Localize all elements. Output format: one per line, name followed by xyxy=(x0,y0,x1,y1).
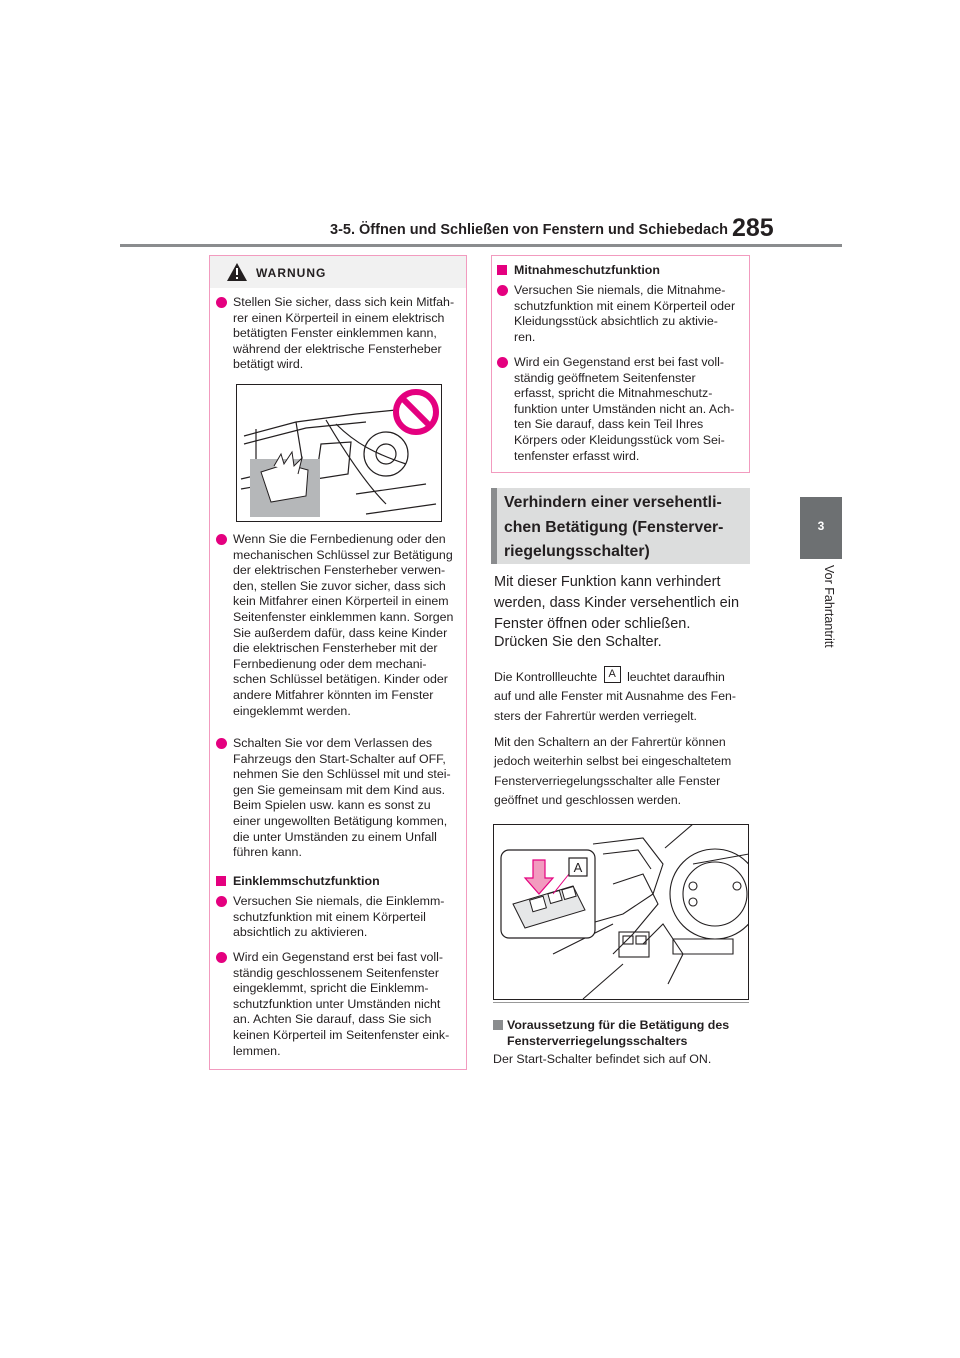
line: sters der Fahrertür werden verriegelt. xyxy=(494,708,697,723)
bullet-icon xyxy=(216,896,227,907)
page-number: 285 xyxy=(732,214,774,242)
title-line: chen Betätigung (Fensterver- xyxy=(504,518,724,536)
line: die unter Umständen zu einem Unfall xyxy=(233,829,437,844)
bullet-icon xyxy=(497,357,508,368)
line: eingeklemmt werden. xyxy=(233,703,351,718)
indicator-post: leuchtet daraufhin xyxy=(627,670,725,684)
line: Fenster öffnen oder schließen. xyxy=(494,616,691,632)
line: ren. xyxy=(514,329,536,344)
line: schutzfunktion mit einem Körperteil oder xyxy=(514,298,736,313)
line: Wird ein Gegenstand erst bei fast voll- xyxy=(514,355,725,369)
line: der elektrischen Fensterheber verwen- xyxy=(233,563,446,578)
header-rule xyxy=(120,244,842,247)
line: ständig geöffnetem Seitenfenster xyxy=(514,370,696,385)
line: Seitenfenster einklemmen kann. Sorgen xyxy=(233,609,454,624)
line: während der elektrische Fensterheber xyxy=(233,341,442,356)
line: keinen Körperteil im Seitenfenster eink- xyxy=(233,1027,450,1042)
line: Voraussetzung für die Betätigung des xyxy=(507,1018,730,1032)
line: werden, dass Kinder versehentlich ein xyxy=(494,595,740,611)
line: Schalten Sie vor dem Verlassen des xyxy=(233,736,433,750)
line: kein Mitfahrer einen Körperteil in einem xyxy=(233,594,449,609)
line: ständig geschlossenem Seitenfenster xyxy=(233,965,439,980)
indicator-text xyxy=(494,668,754,726)
line: Versuchen Sie niemals, die Einklemm- xyxy=(233,894,445,908)
line: nehmen Sie den Schlüssel mit und stei- xyxy=(233,767,451,782)
section-heading-accent xyxy=(491,488,497,564)
header-section-title: 3-5. Öffnen und Schließen von Fenstern und Schiebedach xyxy=(330,222,728,238)
line: Fahrzeugs den Start-Schalter auf OFF, xyxy=(233,751,446,766)
line: rer einen Körperteil in einem elektrisch xyxy=(233,310,445,325)
bullet-icon xyxy=(497,285,508,296)
line: schutzfunktion mit einem Körperteil xyxy=(233,909,426,924)
line: schen Schlüssel betätigen. Kinder oder xyxy=(233,672,448,687)
line: Wenn Sie die Fernbedienung oder den xyxy=(233,532,446,546)
square-bullet-icon xyxy=(216,876,226,886)
bullet-icon xyxy=(216,952,227,963)
line: Mit den Schaltern an der Fahrertür können xyxy=(494,735,726,749)
window-lock-switch-illustration xyxy=(493,824,749,1000)
line: den, stellen Sie zuvor sicher, dass sich xyxy=(233,578,446,593)
bullet-icon xyxy=(216,297,227,308)
line: einer ungewollten Betätigung kommen, xyxy=(233,813,448,828)
line: absichtlich zu aktivieren. xyxy=(233,925,368,940)
bullet-icon xyxy=(216,738,227,749)
line: Mit dieser Funktion kann verhindert xyxy=(494,574,721,590)
callout-a-label: A xyxy=(573,860,583,875)
subheading-label: Einklemmschutzfunktion xyxy=(233,874,380,888)
line: eingeklemmt, spricht die Einklemm- xyxy=(233,981,429,996)
driver-switch-note xyxy=(494,733,754,811)
instruction: Drücken Sie den Schalter. xyxy=(494,634,662,650)
line: betätigt wird. xyxy=(233,357,304,372)
label-a-box: A xyxy=(604,666,621,683)
line: Beim Spielen usw. kann es sonst zu xyxy=(233,798,431,813)
pinched-hand-illustration xyxy=(236,384,442,522)
line: jedoch weiterhin selbst bei eingeschaltetem xyxy=(494,754,732,769)
line: funktion unter Umständen nicht an. Ach- xyxy=(514,401,735,416)
line: ten Sie darauf, dass kein Teil Ihres xyxy=(514,417,704,432)
warning-title: WARNUNG xyxy=(256,266,327,280)
square-bullet-icon xyxy=(493,1020,503,1030)
warning-header xyxy=(210,256,466,288)
line: mechanischen Schlüssel zur Betätigung xyxy=(233,547,453,562)
line: an. Achten Sie darauf, dass Sie sich xyxy=(233,1012,432,1027)
chapter-number: 3 xyxy=(817,519,825,533)
line: die elektrischen Fensterheber mit der xyxy=(233,641,438,656)
section-title xyxy=(504,491,744,565)
indicator-pre: Die Kontrollleuchte xyxy=(494,670,598,684)
title-line: Verhindern einer versehentli- xyxy=(504,494,722,511)
line: Fensterverriegelungsschalter alle Fenster xyxy=(494,773,721,788)
line: Fensterverriegelungsschalters xyxy=(507,1033,688,1048)
line: Kleidungsstück absichtlich zu aktivie- xyxy=(514,314,718,329)
subheading-label: Mitnahmeschutzfunktion xyxy=(514,263,660,277)
title-line: riegelungsschalter) xyxy=(504,543,650,560)
figure-rule xyxy=(493,1002,749,1003)
line: Fernbedienung oder dem mechani- xyxy=(233,656,427,671)
line: erfasst, spricht die Mitnahmeschutz- xyxy=(514,386,713,401)
chapter-label: Vor Fahrtantritt xyxy=(822,565,836,648)
line: Wird ein Gegenstand erst bei fast voll- xyxy=(233,950,444,964)
line: tenfenster erfasst wird. xyxy=(514,448,640,463)
line: Sie außerdem dafür, dass keine Kinder xyxy=(233,625,448,640)
section-intro xyxy=(494,572,750,635)
line: auf und alle Fenster mit Ausnahme des Fen- xyxy=(494,689,736,704)
bullet-icon xyxy=(216,534,227,545)
line: Versuchen Sie niemals, die Mitnahme- xyxy=(514,283,726,297)
line: schutzfunktion unter Umständen nicht xyxy=(233,996,441,1011)
warning-triangle-icon xyxy=(226,262,248,282)
line: Körpers oder Kleidungsstück vom Sei- xyxy=(514,432,725,447)
line: betätigten Fenster einklemmen kann, xyxy=(233,326,437,341)
line: führen kann. xyxy=(233,845,302,860)
condition-text: Der Start-Schalter befindet sich auf ON. xyxy=(493,1052,712,1066)
line: andere Mitfahrer könnten im Fenster xyxy=(233,687,434,702)
indicator-line xyxy=(494,668,754,687)
line: gen Sie gemeinsam mit dem Kind aus. xyxy=(233,782,446,797)
square-bullet-icon xyxy=(497,265,507,275)
line: Stellen Sie sicher, dass sich kein Mitfah- xyxy=(233,295,455,309)
line: geöffnet und geschlossen werden. xyxy=(494,793,682,808)
line: lemmen. xyxy=(233,1043,281,1058)
